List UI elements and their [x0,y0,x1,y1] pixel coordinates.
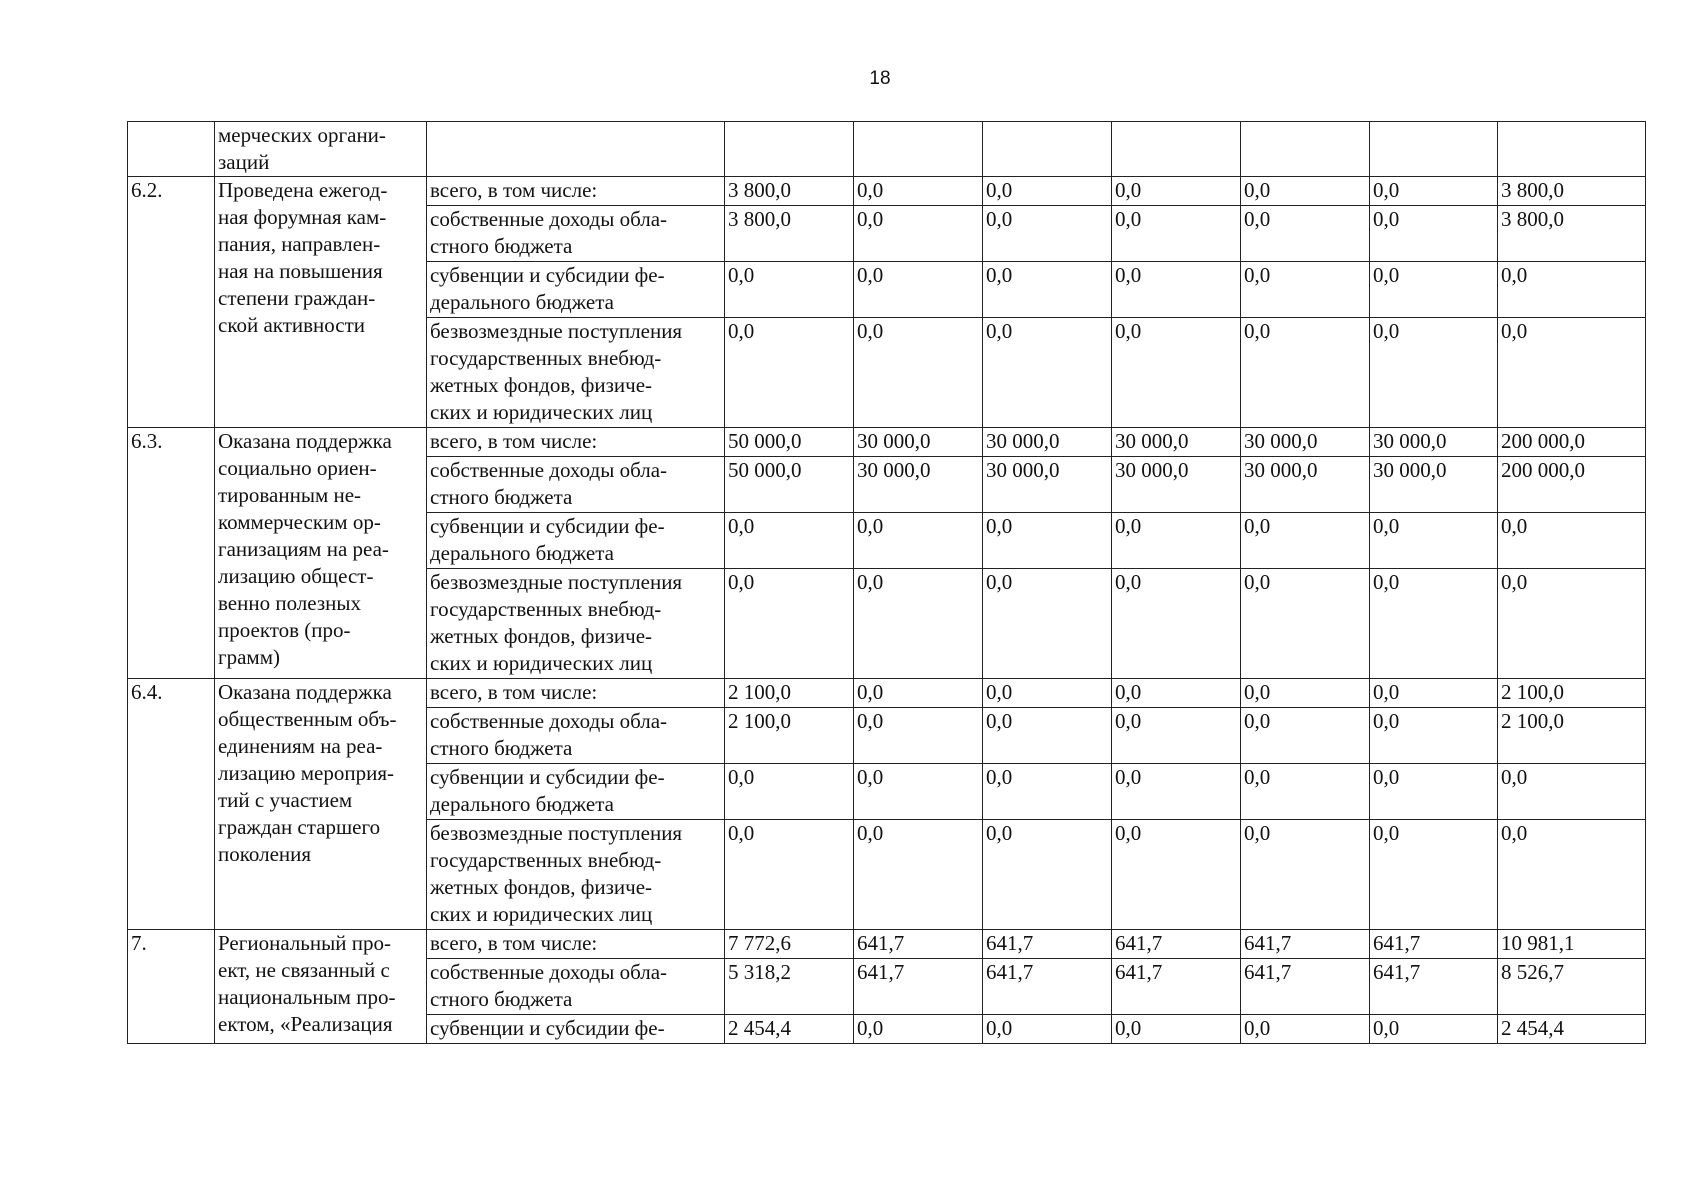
value-cell [1370,122,1498,177]
total-value-cell: 8 526,7 [1498,959,1646,1015]
funding-source-cell: безвозмездные поступления государственных внебюд- жетных фондов, физиче- ских и юридических лиц [427,820,725,930]
value-cell: 641,7 [854,930,983,959]
value-cell: 5 318,2 [725,959,854,1015]
funding-source-cell: субвенции и субсидии фе- дерального бюджета [427,764,725,820]
value-cell: 0,0 [1241,679,1370,708]
total-value-cell: 0,0 [1498,262,1646,318]
value-cell: 0,0 [1241,569,1370,679]
value-cell: 641,7 [983,959,1112,1015]
value-cell: 0,0 [854,679,983,708]
value-cell: 0,0 [725,820,854,930]
value-cell: 0,0 [725,513,854,569]
funding-source-cell: всего, в том числе: [427,177,725,206]
value-cell: 0,0 [1112,764,1241,820]
value-cell: 0,0 [1370,262,1498,318]
event-name-cell: Оказана поддержка социально ориен- тированным не- коммерческим ор- ганизациям на реа- лизацию общест- венно полезных проектов (про- грамм) [215,428,427,679]
total-value-cell: 2 100,0 [1498,679,1646,708]
value-cell: 0,0 [1370,318,1498,428]
total-value-cell: 0,0 [1498,513,1646,569]
row-number-cell: 7. [128,930,215,1044]
value-cell: 0,0 [983,177,1112,206]
value-cell [725,122,854,177]
funding-source-cell: безвозмездные поступления государственных внебюд- жетных фондов, физиче- ских и юридических лиц [427,569,725,679]
total-value-cell: 3 800,0 [1498,206,1646,262]
value-cell: 30 000,0 [854,457,983,513]
value-cell: 641,7 [1112,959,1241,1015]
value-cell: 0,0 [1370,513,1498,569]
funding-source-cell: собственные доходы обла- стного бюджета [427,457,725,513]
value-cell: 0,0 [983,764,1112,820]
funding-source-cell: всего, в том числе: [427,930,725,959]
value-cell: 0,0 [1241,513,1370,569]
value-cell: 0,0 [725,569,854,679]
value-cell: 0,0 [854,569,983,679]
value-cell: 30 000,0 [854,428,983,457]
value-cell: 50 000,0 [725,457,854,513]
funding-source-cell: всего, в том числе: [427,428,725,457]
value-cell: 0,0 [983,708,1112,764]
table-row [128,177,1646,206]
value-cell: 0,0 [1112,177,1241,206]
total-value-cell: 200 000,0 [1498,457,1646,513]
funding-source-cell: субвенции и субсидии фе- дерального бюджета [427,513,725,569]
value-cell: 0,0 [854,708,983,764]
total-value-cell: 0,0 [1498,569,1646,679]
value-cell: 641,7 [1370,930,1498,959]
value-cell: 0,0 [1241,206,1370,262]
value-cell: 0,0 [1370,679,1498,708]
value-cell: 0,0 [1241,820,1370,930]
total-value-cell: 2 454,4 [1498,1015,1646,1044]
total-value-cell: 0,0 [1498,764,1646,820]
table-row [128,930,1646,959]
value-cell: 0,0 [1370,708,1498,764]
value-cell: 0,0 [983,262,1112,318]
value-cell: 30 000,0 [983,428,1112,457]
value-cell: 0,0 [854,262,983,318]
value-cell: 0,0 [1241,318,1370,428]
value-cell: 0,0 [1370,1015,1498,1044]
value-cell: 7 772,6 [725,930,854,959]
value-cell: 0,0 [1112,820,1241,930]
value-cell: 0,0 [1241,177,1370,206]
funding-source-cell: субвенции и субсидии фе- дерального бюджета [427,262,725,318]
value-cell [983,122,1112,177]
value-cell: 2 100,0 [725,708,854,764]
value-cell: 30 000,0 [1241,428,1370,457]
value-cell: 0,0 [983,318,1112,428]
value-cell: 641,7 [1112,930,1241,959]
value-cell: 0,0 [1370,206,1498,262]
value-cell: 50 000,0 [725,428,854,457]
value-cell: 641,7 [983,930,1112,959]
value-cell: 0,0 [854,177,983,206]
value-cell: 0,0 [1241,262,1370,318]
value-cell: 641,7 [854,959,983,1015]
value-cell: 0,0 [854,820,983,930]
value-cell: 0,0 [1112,206,1241,262]
value-cell: 0,0 [983,1015,1112,1044]
total-value-cell: 200 000,0 [1498,428,1646,457]
value-cell: 0,0 [983,206,1112,262]
page-number: 18 [869,68,891,89]
value-cell: 0,0 [1112,679,1241,708]
funding-source-cell: субвенции и субсидии фе- [427,1015,725,1044]
funding-source-cell: безвозмездные поступления государственных внебюд- жетных фондов, физиче- ских и юридических лиц [427,318,725,428]
funding-source-cell: собственные доходы обла- стного бюджета [427,959,725,1015]
funding-source-cell: собственные доходы обла- стного бюджета [427,708,725,764]
event-name-cell: Оказана поддержка общественным объ- единениям на реа- лизацию мероприя- тий с участием граждан старшего поколения [215,679,427,930]
value-cell: 0,0 [983,679,1112,708]
total-value-cell: 3 800,0 [1498,177,1646,206]
value-cell: 30 000,0 [983,457,1112,513]
total-value-cell: 0,0 [1498,318,1646,428]
row-number-cell: 6.2. [128,177,215,428]
value-cell: 30 000,0 [1370,457,1498,513]
value-cell: 0,0 [1241,708,1370,764]
table-row [128,428,1646,457]
value-cell: 0,0 [1370,177,1498,206]
value-cell [1112,122,1241,177]
value-cell: 0,0 [1370,569,1498,679]
value-cell: 30 000,0 [1241,457,1370,513]
value-cell: 3 800,0 [725,206,854,262]
value-cell [1498,122,1646,177]
value-cell: 0,0 [983,820,1112,930]
value-cell [854,122,983,177]
row-number-cell: 6.3. [128,428,215,679]
value-cell: 0,0 [1112,262,1241,318]
total-value-cell: 0,0 [1498,820,1646,930]
value-cell: 0,0 [854,318,983,428]
value-cell: 0,0 [725,318,854,428]
event-name-cell: Региональный про- ект, не связанный с национальным про- ектом, «Реализация [215,930,427,1044]
table-row [128,679,1646,708]
table-body [128,122,1646,1044]
value-cell: 30 000,0 [1112,428,1241,457]
value-cell: 0,0 [854,1015,983,1044]
total-value-cell: 10 981,1 [1498,930,1646,959]
value-cell: 0,0 [1370,764,1498,820]
value-cell: 0,0 [725,764,854,820]
value-cell: 0,0 [1112,1015,1241,1044]
value-cell: 0,0 [725,262,854,318]
value-cell: 641,7 [1370,959,1498,1015]
value-cell: 0,0 [983,513,1112,569]
event-name-cell: Проведена ежегод- ная форумная кам- пания, направлен- ная на повышения степени граждан- ской активности [215,177,427,428]
funding-source-cell [427,122,725,177]
value-cell: 0,0 [854,206,983,262]
event-name-cell: мерческих органи- заций [215,122,427,177]
row-number-cell: 6.4. [128,679,215,930]
funding-source-cell: всего, в том числе: [427,679,725,708]
value-cell: 641,7 [1241,930,1370,959]
value-cell: 0,0 [1370,820,1498,930]
value-cell: 0,0 [1241,1015,1370,1044]
value-cell: 0,0 [854,764,983,820]
value-cell [1241,122,1370,177]
value-cell: 0,0 [1112,708,1241,764]
value-cell: 3 800,0 [725,177,854,206]
value-cell: 641,7 [1241,959,1370,1015]
value-cell: 30 000,0 [1112,457,1241,513]
value-cell: 2 454,4 [725,1015,854,1044]
budget-table [127,121,1646,1044]
value-cell: 2 100,0 [725,679,854,708]
value-cell: 0,0 [1112,569,1241,679]
total-value-cell: 2 100,0 [1498,708,1646,764]
row-number-cell [128,122,215,177]
funding-source-cell: собственные доходы обла- стного бюджета [427,206,725,262]
value-cell: 0,0 [1112,513,1241,569]
table-row [128,122,1646,177]
value-cell: 0,0 [1112,318,1241,428]
value-cell: 30 000,0 [1370,428,1498,457]
value-cell: 0,0 [854,513,983,569]
value-cell: 0,0 [983,569,1112,679]
value-cell: 0,0 [1241,764,1370,820]
